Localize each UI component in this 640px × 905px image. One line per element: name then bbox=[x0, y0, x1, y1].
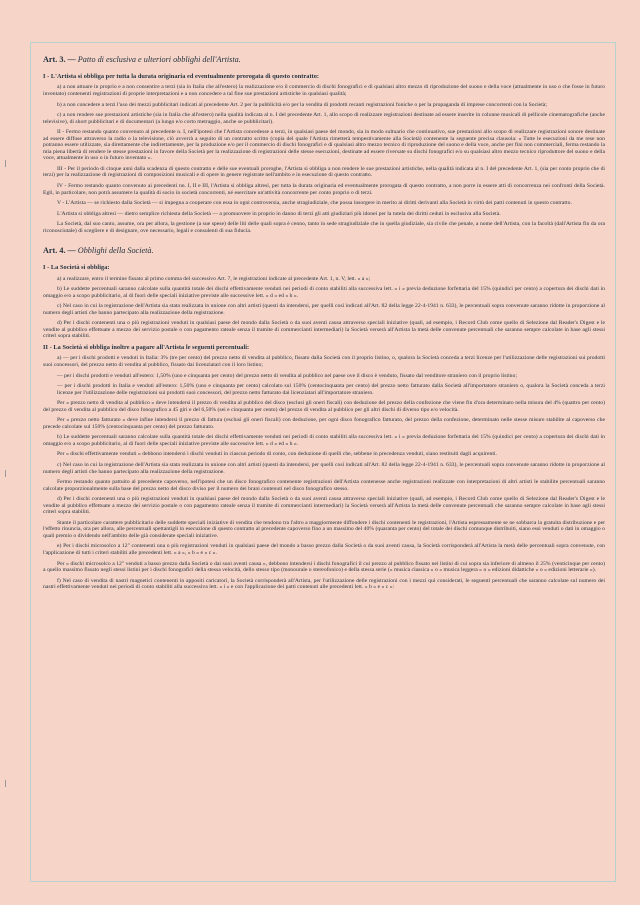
article-3-clause-b: b) a non concedere a terzi l'uso dei mezzi pubblicitari indicati al precedente Art. 2 per la pubblicità e/o per la vendita di prodotti recanti registrazioni foniche o per la propaganda di imprese concorrenti con la Società; bbox=[57, 101, 547, 108]
article-4-clause-c: c) Nel caso in cui la registrazione dell'Artista sia stata realizzata in unione con altri artisti (questi da intendersi, per quelli così indicati all'Art. 82 della legge 22-4-1941 n. 633), le percentuali sopra convenute saranno ridotte in proporzione al numero degli artisti che hanno partecipato alla realizzazione della registrazione. bbox=[43, 303, 605, 316]
article-3-section-iii: III - Per il periodo di cinque anni dalla scadenza di questo contratto e delle sue eventuali proroghe, l'Artista si obbliga a non rendere le sue prestazioni artistiche, nella qualità indicata al n. I del precedente Art. 1, (sia per conto proprio che di terzi) per la realizzazione di registrazioni di composizioni musicali e di opere in genere registrate nell'ambito e in esecuzione di questo contratto. bbox=[43, 165, 605, 179]
article-4-clause-d-special: d) Per i dischi contenenti una o più registrazioni venduti in qualsiasi paese del mondo dalla Società o da suoi aventi causa attraverso speciali iniziative (quali, ad esempio, i Record Club come quello di Selezione dal Reader's Digest e le vendite al pubblico effettuate a mezzo dei servizio postale o con pagamento rateale senza il tramite di commercianti intermediari) la Società verserà all'Artista la metà delle convenute percentuali che saranno sempre calcolate in base agli stessi criteri sopra stabiliti. bbox=[43, 496, 605, 516]
article-4-net-price-def: Per « prezzo netto di vendita al pubblico » deve intendersi il prezzo di vendita al pubblico del disco (esclusi gli oneri fiscali) con deduzione del prezzo della confezione che viene fin d'ora determinato nella misura del 4% (quattro per cento) del prezzo di vendita al pubblico del disco fonografico a 45 giri e del 6,50% (sei e cinquanta per cento) del prezzo di vendita al pubblico per gli altri dischi di diverso tipo e/o velocità. bbox=[43, 400, 605, 413]
article-4-clause-a: a) a realizzare, entro il termine fissato al primo comma del successivo Art. 7, le registrazioni indicate al precedente Art. 1, n. V, lett. « a »; bbox=[57, 275, 371, 282]
article-4-percent-abroad: — per i dischi prodotti e venduti all'estero: 1,50% (uno e cinquanta per cento) del prezzo netto di vendita al pubblico nel paese ove il disco è venduto, fissato dal venditore straniero con il proprio listino; bbox=[57, 372, 517, 379]
article-4-clause-d-promo: Stante il particolare carattere pubblicitario delle suddette speciali iniziative di vendita che tendono tra l'altro a maggiormente diffondere i dischi contenenti le registrazioni, l'Artista espressamente se ne sobbarca la gratuita distribuzione e per l'effetto rinuncia, ora per allora, alle percentuali spettantigli in esecuzione di questo contratto al precedente capoverso fino a un massimo del 40% (quaranta per cento) del totale dei dischi comunque distribuiti, siano essi venduti o dati in omaggio o quali premio o dividendo nell'ambito delle già considerate speciali iniziative. bbox=[43, 519, 605, 539]
article-4-clause-f-tapes: f) Nel caso di vendita di nastri magnetici contenenti in appositi caricatori, la Società corrisponderà all'Artista, per l'utilizzazione delle registrazioni con i mezzi qui considerati, le seguenti percentuali che saranno calcolate sul numero dei nastri effettivamente venduti nei periodi di conto stabiliti alla successiva lett. « i » e con l'applicazione dei patti contenuti alle precedenti lett. « b » e « c »: bbox=[43, 577, 605, 591]
article-4-clause-d: d) Per i dischi contenenti una o più registrazioni venduti in qualsiasi paese del mondo dalla Società o da suoi aventi causa attraverso speciali iniziative (quali, ad esempio, i Record Club come quello di Selezione dal Reader's Digest e le vendite al pubblico effettuate a mezzo dei servizio postale o con pagamento rateale senza il tramite di commercianti intermediari) la Società verserà all'Artista la metà delle convenute percentuali che saranno sempre calcolate in base agli stessi criteri sopra stabiliti. bbox=[43, 320, 605, 340]
article-4-title: Obblighi della Società. bbox=[77, 246, 154, 256]
article-4-clause-e-def: Per « dischi microsolco a 12" venduti a basso prezzo dalla Società o dai suoi aventi causa », debbono intendersi i dischi fonografici il cui prezzo al pubblico fissato nei listini di cui sopra sia inferiore di almeno il 25% (venticinque per cento) a quello massimo fissato negli stessi listini per i dischi fonografici della stessa velocità, dello stesso tipo (monourale o stereofonico) e della stessa serie (« musica classica » o « musica leggera » o « edizioni didattiche » o « edizioni letterarie »). bbox=[43, 560, 605, 574]
article-3-section-v: V - L'Artista — se richiesto dalla Società — si impegna a cooperare con essa in ogni controversia, anche stragiudiziale, che possa insorgere in merito ai diritti derivanti alla Società in virtù dei patti contenuti in questo contratto. bbox=[57, 200, 572, 207]
article-4-number: Art. 4. — bbox=[43, 246, 76, 256]
margin-tick bbox=[5, 780, 6, 787]
article-4-heading bbox=[43, 246, 605, 256]
article-3-section-ii: II - Fermo restando quanto convenuto al precedente n. I, nell'ipotesi che l'Artista concedesse a terzi, in qualsiasi paese del mondo, sia in modo sultuario che continuativo, sue prestazioni allo scopo di realizzare registrazioni sonore destinate ad essere diffuse attraverso la radio o la televisione, ciò avverrà a seguito di un contratto scritto (copia del quale l'Artista rimetterà tempestivamente alla Società) contenente la seguente precisa clausola: « Tutte le esecuzioni da me rese non potranno essere utilizzate, sia direttamente che indirettamente, per la produzione e/o per il commercio di dischi fonografici e di qualsiasi altro mezzo tecnico di riproduzione del suono e della voce, anche per fini non commerciali, ferma restando la mia piena libertà di rendere le stesse prestazioni in favore della Società per la realizzazione di registrazioni delle stesse esecuzioni, destinate ad essere riversate su dischi fonografici e/o su qualsiasi altro mezzo tecnico riproduttore del suono e della voce, attualmente in uso o in futuro inventato ». bbox=[43, 129, 605, 162]
article-3-heading bbox=[43, 55, 605, 65]
article-4-section-ii: II - La Società si obbliga inoltre a pagare all'Artista le seguenti percentuali: bbox=[43, 344, 250, 352]
article-4-clause-b: b) Le suddette percentuali saranno calcolate sulla quantità totale dei dischi effettivamente venduti nei periodi di conto stabiliti alla successiva lett. « i » previa deduzione forfettaria del 15% (quindici per cento) a copertura dei dischi dati in omaggio e/o a scopo pubblicitario, al di fuori delle speciali iniziative previste alle successive lett. « d » ed « h ». bbox=[43, 286, 605, 299]
article-3-section-v-cont: L'Artista si obbliga altresì — dietro semplice richiesta della Società — a promuovere in proprio in danno di terzi gli atti giudiziari più idonei per la tutela dei diritti ceduti in esclusiva alla Società. bbox=[57, 210, 501, 217]
article-4-clause-c-prop: Fermo restando quanto pattuito al precedente capoverso, nell'ipotesi che un disco fonografico contenente registrazioni dell'Artista contenesse anche registrazioni realizzate con interpretazioni di altri artisti le stabilite percentuali saranno calcolate proporzionalmente sulla base del prezzo netto del disco diviso per il numero dei brani contenuti nel disco fonografico stesso. bbox=[43, 479, 605, 492]
contract-page bbox=[30, 42, 616, 882]
article-3-clause-a: a) a non attuare in proprio e a non consentire a terzi (sia in Italia che all'estero) la realizzazione e/o il commercio di dischi fonografici e di qualsiasi altro mezzo di riproduzione del suono e della voce (attualmente in uso o che fosse in futuro inventato) contenenti registrazioni di proprie interpretazioni e a non concedere a tal fine sue prestazioni artistiche in qualsiasi qualità; bbox=[43, 84, 605, 97]
article-3-intro: I - L'Artista si obbliga per tutta la durata originaria ed eventualmente prorogata di questo contratto: bbox=[43, 73, 320, 80]
article-4-clause-b-calc: b) Le suddette percentuali saranno calcolate sulla quantità totale dei dischi effettivamente venduti nei periodi di conto stabiliti alla successiva lett. « i » previa deduzione forfettaria del 15% (quindici per cento) a copertura dei dischi dati in omaggio e/o a scopo pubblicitario, al di fuori delle speciali iniziative previste alle successive lett. « d » ed « h ». bbox=[43, 434, 605, 447]
article-4-percent-export: — per i dischi prodotti in Italia e venduti all'estero: 1,50% (uno e cinquanta per cento) calcolato sul 150% (centocinquanta per cento) del prezzo netto fatturato dalla Società all'importatore straniero o, qualora la Società conceda a terzi licenze per l'utilizzazione delle registrazioni sui prodotti suoi concessori, del prezzo netto fatturato dai licenziatari all'importatore straniero. bbox=[57, 383, 605, 396]
article-4-sold-def: Per « dischi effettivamente venduti » debbono intendersi i dischi venduti in ciascun periodo di conto, con deduzione di quelli che, sebbene in precedenza venduti, siano restituiti dagli acquirenti. bbox=[57, 451, 497, 458]
article-3-title: Patto di esclusiva e ulteriori obblighi dell'Artista. bbox=[77, 55, 241, 64]
article-3-clause-c: c) a non rendere sue prestazioni artistiche (sia in Italia che all'estero) nella qualità indicata al n. I del precedente Art. 1, allo scopo di realizzare registrazioni destinate ad essere inserite in colonne musicali di pellicole cinematografiche (anche televisive), di short pubblicitari e di documentari (a lungo e/o corto metraggio, anche se pubblicitari). bbox=[43, 112, 605, 125]
article-4-percent-italy: a) — per i dischi prodotti e venduti in Italia: 3% (tre per cento) del prezzo netto di vendita al pubblico, fissato dalla Società con il proprio listino, o, qualora la Società conceda a terzi licenze per l'utilizzazione delle registrazioni sui prodotti suoi concessori, del prezzo netto di vendita al pubblico, fissato dai licenziatari con il loro listino; bbox=[43, 355, 605, 368]
section-divider bbox=[43, 239, 605, 240]
article-4-clause-c-joint: c) Nel caso in cui la registrazione dell'Artista sia stata realizzata in unione con altri artisti (questi da intendersi, per quelli così indicati all'Art. 82 della legge 22-4-1941 n. 633), le percentuali sopra convenute saranno ridotte in proporzione al numero degli artisti che hanno partecipato alla realizzazione della registrazione. bbox=[43, 462, 605, 475]
article-4-invoice-price-def: Per « prezzo netto fatturato » deve infine intendersi il prezzo di fattura (esclusi gli oneri fiscali) con deduzione, per ogni disco fonografico fatturato, del prezzo della confezione, determinato nelle stesse misure stabilite al capoverso che precede calcolate sul 150% (centocinquanta per cento) del prezzo fatturato. bbox=[43, 417, 605, 430]
article-4-clause-e-lowprice: e) Per i dischi microsolco a 12" contenenti una o più registrazioni venduti in qualsiasi paese del mondo a basso prezzo dalla Società o da suoi aventi causa, la Società corrisponderà all'Artista la metà delle percentuali sopra convenute, con l'applicazione di tutti i criteri stabiliti alle precedenti lett. « a », « b » e « c ». bbox=[43, 543, 605, 557]
article-3-section-v-end: La Società, dal suo canto, assume, ora per allora, la gestione (a sue spese) delle liti delle quali sopra è cenno, tanto in sede stragiudiziale che in quella giudiziale, sia civile che penale, a nome dell'Artista, con la facoltà (dall'Artista fin da ora riconosciutale) di scegliere e di designare, ove necessario, legali e consulenti di sua fiducia. bbox=[43, 221, 605, 234]
margin-tick bbox=[5, 160, 6, 167]
article-3-number: Art. 3. — bbox=[43, 55, 76, 64]
article-3-section-iv: IV - Fermo restando quanto convenuto ai precedenti nn. I, II e III, l'Artista si obbliga altresì, per tutta la durata originaria ed eventualmente prorogata di questo contratto, a non porre in essere atti di concorrenza nei confronti della Società. Egli, in particolare, non potrà assumere la qualità di socio in società concorrenti, né esercitare un'attività concorrente per conto proprio o di terzi. bbox=[43, 182, 605, 196]
article-4-intro: I - La Società si obbliga: bbox=[43, 264, 110, 272]
margin-tick bbox=[5, 470, 6, 477]
